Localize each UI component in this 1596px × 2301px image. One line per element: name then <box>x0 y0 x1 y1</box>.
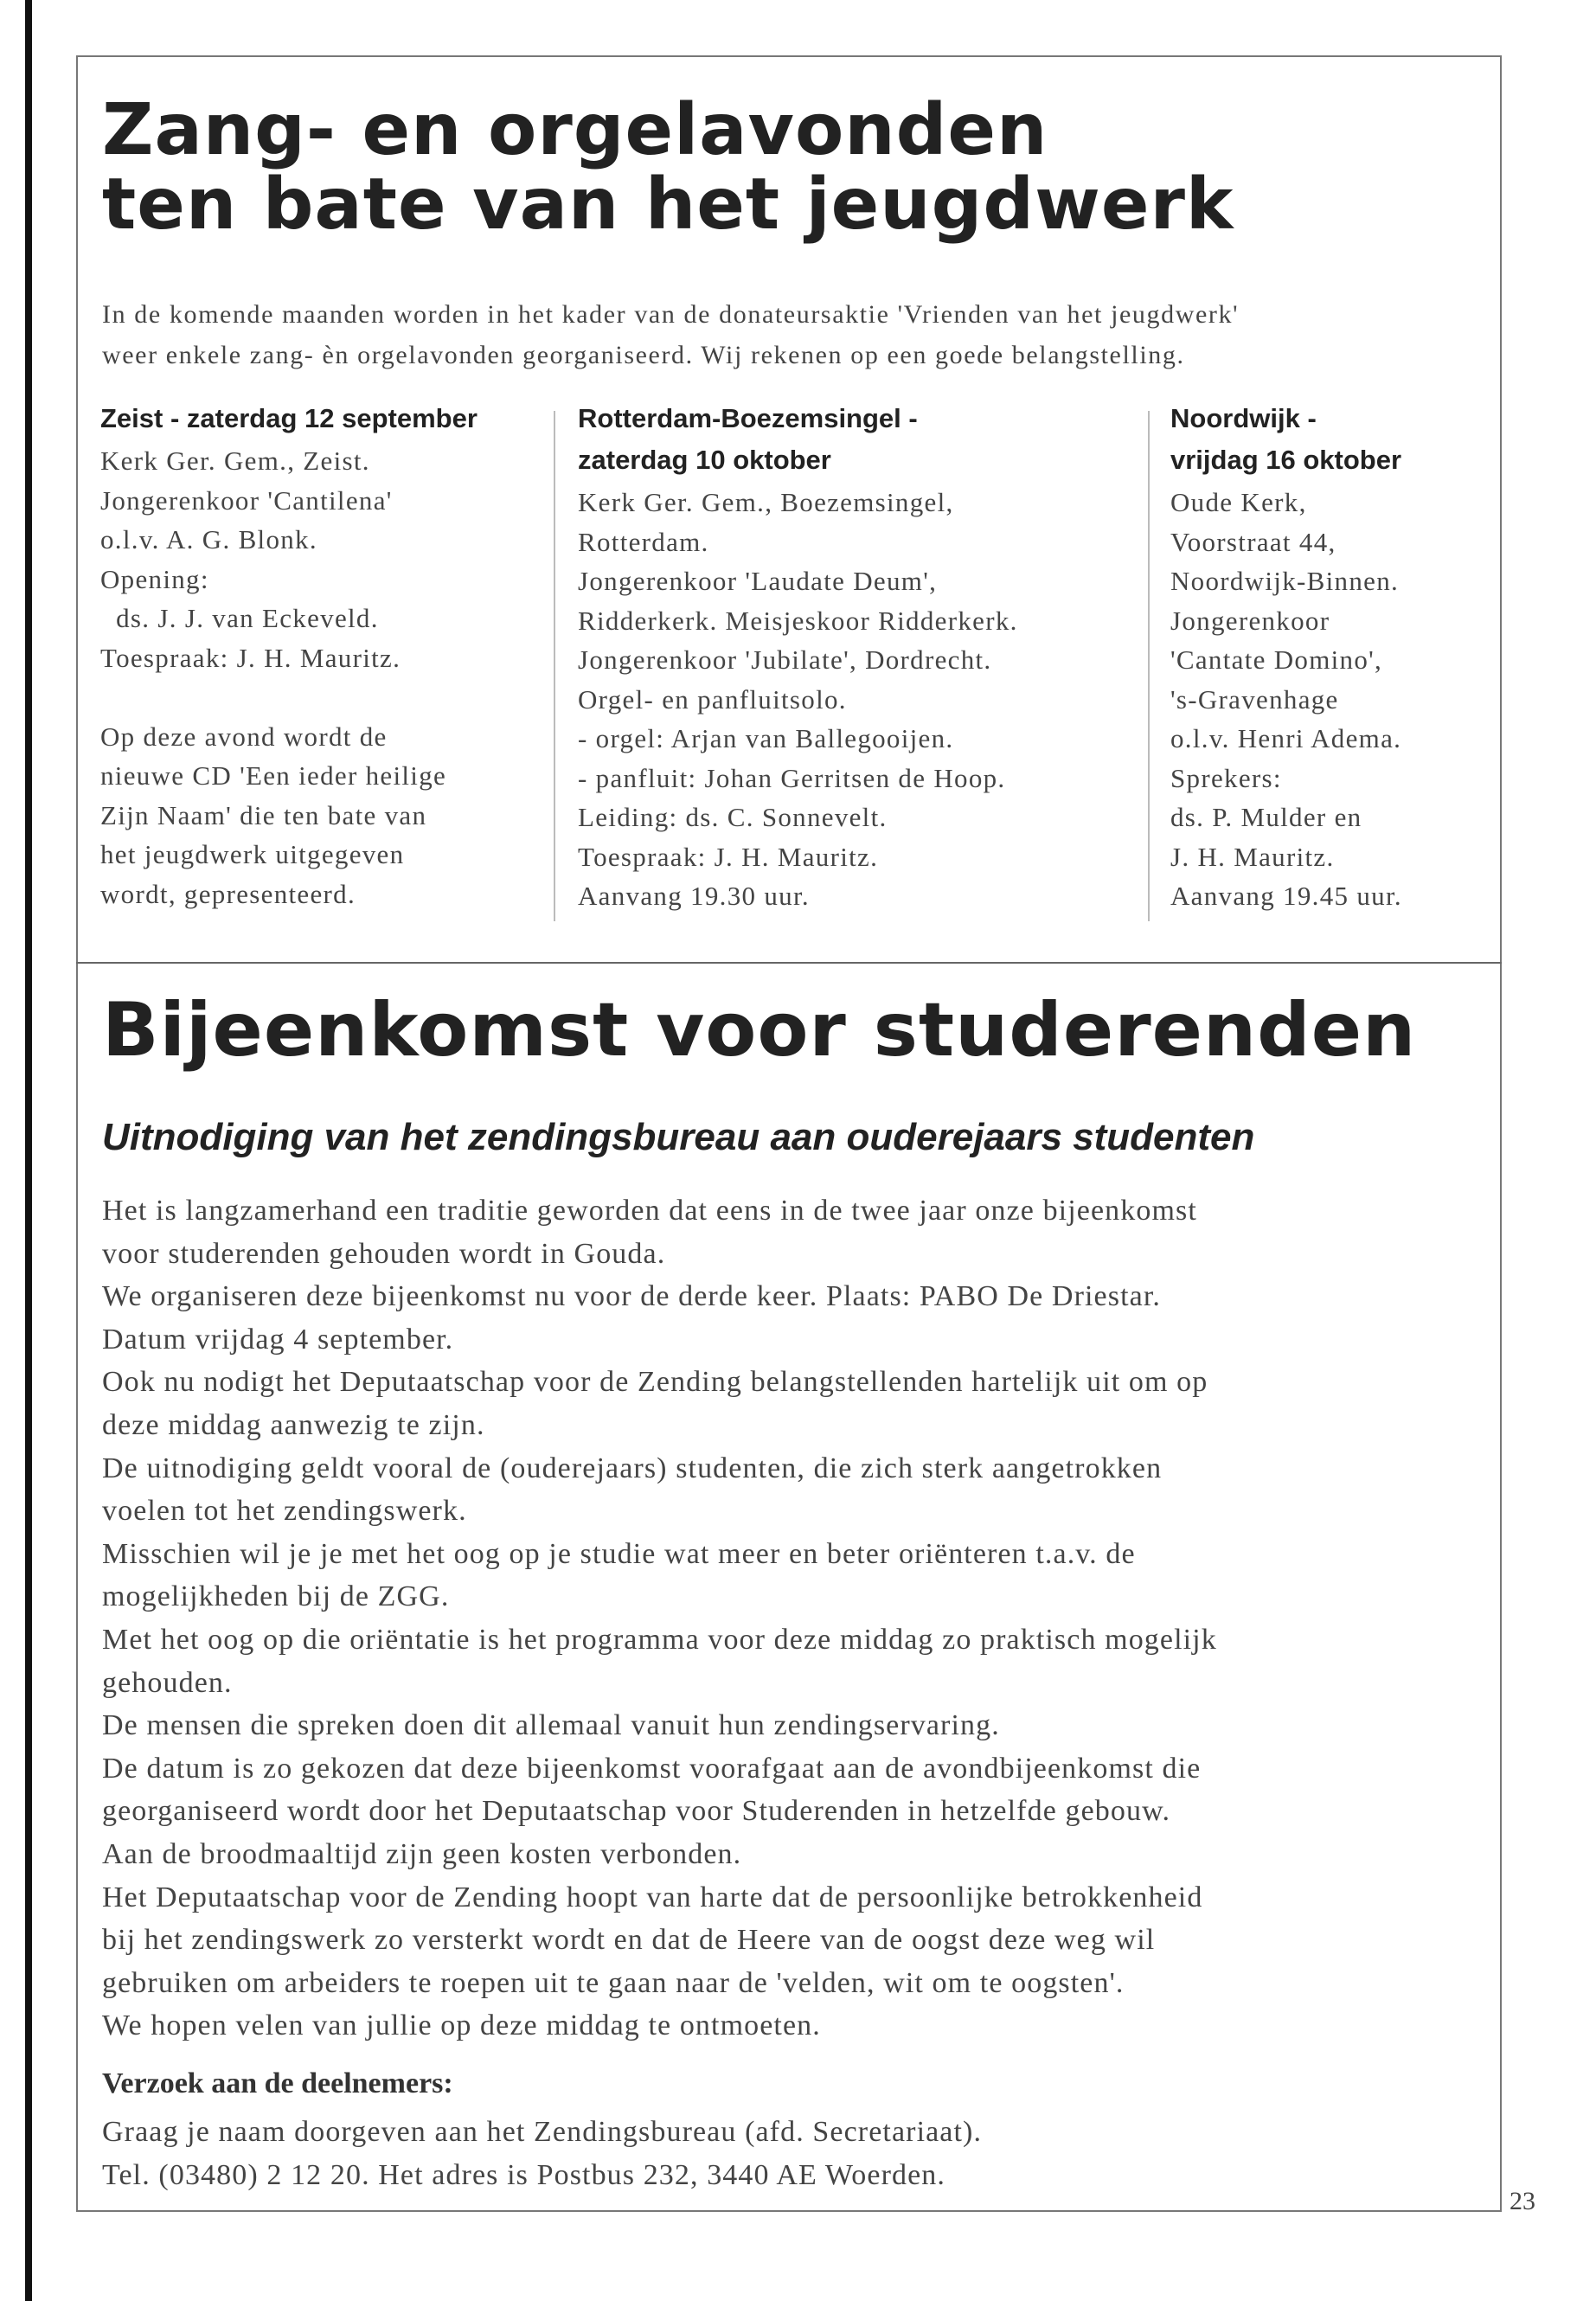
body-line: We organiseren deze bijeenkomst nu voor de derde keer. Plaats: PABO De Driestar. <box>102 1280 1161 1313</box>
body-line: Het is langzamerhand een traditie geworden dat eens in de twee jaar onze bijeenkomst <box>102 1195 1197 1227</box>
event-detail-line: Sprekers: <box>1170 762 1282 793</box>
body-line: mogelijkheden bij de ZGG. <box>102 1580 450 1613</box>
body-line: voelen tot het zendingswerk. <box>102 1495 467 1528</box>
event-detail-line: Zijn Naam' die ten bate van <box>100 799 427 830</box>
event-detail-line: Jongerenkoor 'Jubilate', Dordrecht. <box>578 644 992 675</box>
page-number: 23 <box>1509 2187 1535 2215</box>
intro-line: weer enkele zang- èn orgelavonden georganiseerd. Wij rekenen op een goede belangstelling. <box>102 341 1185 369</box>
event-detail-line: ds. J. J. van Eckeveld. <box>100 603 379 633</box>
event-detail-line: Leiding: ds. C. Sonnevelt. <box>578 802 888 832</box>
event-detail-line: Oude Kerk, <box>1170 487 1307 517</box>
event-detail-line: nieuwe CD 'Een ieder heilige <box>100 760 447 791</box>
event-detail-line: 's-Gravenhage <box>1170 683 1339 715</box>
event-detail-line: ds. P. Mulder en <box>1170 802 1362 832</box>
body-line: Het Deputaatschap voor de Zending hoopt van harte dat de persoonlijke betrokkenheid <box>102 1881 1203 1913</box>
body-line: gebruiken om arbeiders te roepen uit te gaan naar de 'velden, wit om te oogsten'. <box>102 1966 1125 1999</box>
event-detail-line: - panfluit: Johan Gerritsen de Hoop. <box>578 762 1006 793</box>
body-line: gehouden. <box>102 1666 233 1699</box>
article-body <box>102 1189 1217 2048</box>
binding-edge <box>25 0 32 2301</box>
event-heading: Zeist - zaterdag 12 september <box>100 403 478 433</box>
request-line: Tel. (03480) 2 12 20. Het adres is Postbus 232, 3440 AE Woerden. <box>102 2159 946 2191</box>
event-detail-line: wordt, gepresenteerd. <box>100 878 356 909</box>
request-line: Graag je naam doorgeven aan het Zendingsbureau (afd. Secretariaat). <box>102 2116 983 2148</box>
body-line: voor studerenden gehouden wordt in Gouda. <box>102 1237 666 1270</box>
event-detail-line: Toespraak: J. H. Mauritz. <box>100 642 401 673</box>
event-detail-line: Jongerenkoor <box>1170 605 1330 636</box>
body-line: De mensen die spreken doen dit allemaal vanuit hun zendingservaring. <box>102 1709 1000 1742</box>
body-line: Datum vrijdag 4 september. <box>102 1323 454 1356</box>
body-line: Aan de broodmaaltijd zijn geen kosten verbonden. <box>102 1837 742 1870</box>
event-detail-line: Voorstraat 44, <box>1170 526 1336 557</box>
event-column-zeist <box>100 400 478 913</box>
body-line: deze middag aanwezig te zijn. <box>102 1408 485 1441</box>
intro-line: In de komende maanden worden in het kader van de donateursaktie 'Vrienden van het jeugdwerk' <box>102 300 1240 329</box>
intro-paragraph <box>102 294 1239 375</box>
event-detail-line: Kerk Ger. Gem., Zeist. <box>100 445 370 476</box>
body-line: Ook nu nodigt het Deputaatschap voor de Zending belangstellenden hartelijk uit om op <box>102 1366 1208 1399</box>
request-text <box>102 2111 982 2197</box>
body-line: georganiseerd wordt door het Deputaatschap voor Studerenden in hetzelfde gebouw. <box>102 1795 1171 1828</box>
event-detail-line: Kerk Ger. Gem., Boezemsingel, <box>578 487 954 517</box>
request-heading: Verzoek aan de deelnemers: <box>102 2067 453 2099</box>
article-title-line1: Zang- en orgelavonden <box>102 89 1048 171</box>
event-detail-line: Toespraak: J. H. Mauritz. <box>578 841 879 872</box>
event-heading: Rotterdam-Boezemsingel - <box>578 403 918 433</box>
event-detail-line: Opening: <box>100 563 209 594</box>
event-detail-line: Ridderkerk. Meisjeskoor Ridderkerk. <box>578 605 1018 636</box>
event-heading: Noordwijk - <box>1170 403 1317 433</box>
event-detail-line: Jongerenkoor 'Laudate Deum', <box>578 566 938 596</box>
column-divider <box>554 411 555 921</box>
body-line: Misschien wil je je met het oog op je studie wat meer en beter oriënteren t.a.v. de <box>102 1537 1136 1570</box>
event-detail-line: o.l.v. Henri Adema. <box>1170 723 1402 753</box>
event-detail-line: Rotterdam. <box>578 526 709 557</box>
event-detail-line: 'Cantate Domino', <box>1170 644 1383 675</box>
event-column-rotterdam <box>578 400 1018 916</box>
body-line: De uitnodiging geldt vooral de (ouderejaars) studenten, die zich sterk aangetrokken <box>102 1452 1163 1484</box>
article-subtitle: Uitnodiging van het zendingsbureau aan ouderejaars studenten <box>102 1116 1255 1158</box>
body-line: bij het zendingswerk zo versterkt wordt en dat de Heere van de oogst deze weg wil <box>102 1924 1156 1957</box>
article-title-line2: ten bate van het jeugdwerk <box>102 163 1234 246</box>
event-detail-line: - orgel: Arjan van Ballegooijen. <box>578 723 954 753</box>
event-detail-line: o.l.v. A. G. Blonk. <box>100 524 317 554</box>
event-detail-line <box>100 677 478 717</box>
body-line: Met het oog op die oriëntatie is het programma voor deze middag zo praktisch mogelijk <box>102 1623 1217 1656</box>
event-detail-line: Aanvang 19.30 uur. <box>578 881 810 911</box>
column-divider <box>1148 411 1150 921</box>
event-detail-line: J. H. Mauritz. <box>1170 841 1335 872</box>
section-divider <box>76 962 1502 964</box>
article-title: Bijeenkomst voor studerenden <box>102 987 1417 1074</box>
event-column-noordwijk <box>1170 400 1402 916</box>
event-heading: vrijdag 16 oktober <box>1170 445 1402 475</box>
body-line: De datum is zo gekozen dat deze bijeenkomst voorafgaat aan de avondbijeenkomst die <box>102 1752 1202 1785</box>
event-detail-line: het jeugdwerk uitgegeven <box>100 839 405 869</box>
event-detail-line: Aanvang 19.45 uur. <box>1170 881 1402 911</box>
event-detail-line: Noordwijk-Binnen. <box>1170 566 1400 596</box>
body-line: We hopen velen van jullie op deze middag te ontmoeten. <box>102 2009 821 2042</box>
event-detail-line: Op deze avond wordt de <box>100 721 388 752</box>
event-detail-line: Orgel- en panfluitsolo. <box>578 683 847 715</box>
event-heading: zaterdag 10 oktober <box>578 445 831 475</box>
event-detail-line: Jongerenkoor 'Cantilena' <box>100 484 393 516</box>
